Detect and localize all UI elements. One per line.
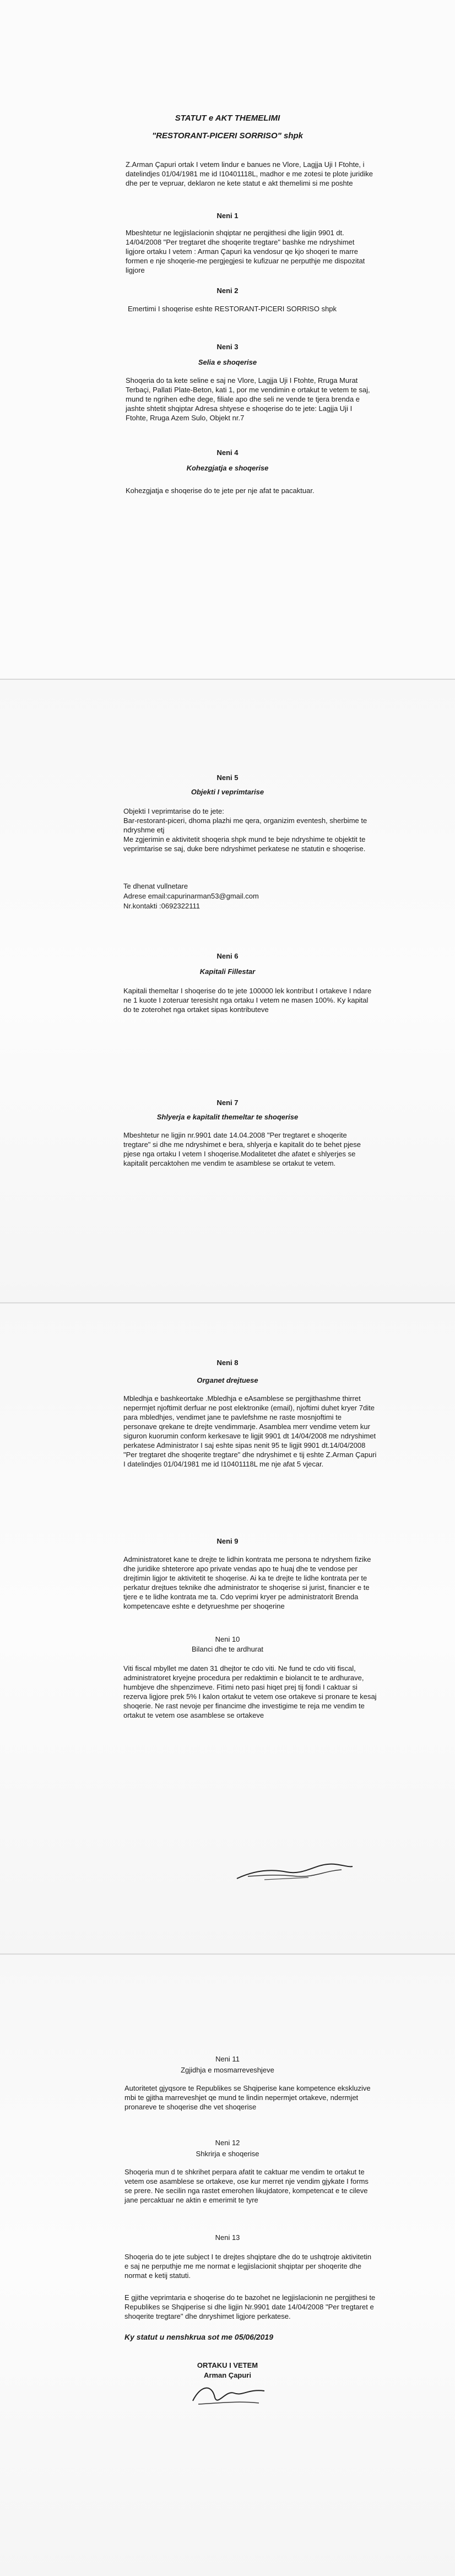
neni-11-text: Autoritetet gjyqsore te Republikes se Shqiperise kane kompetence ekskluzive mbi te gjitha marreveshjet qe mund te lindin nepermjet ortakeve, ndermjet pronareve te shoqerise dhe vet shoqerise	[124, 2084, 371, 2111]
neni-1-text: Mbeshtetur ne legjislacionin shqiptar ne perqjithesi dhe ligjin 9901 dt. 14/04/2008 "Per tregtaret dhe shoqerite tregtare" bashke me ndryshimet ligjore ortaku I vetem : Arman Çapuri ka vendosur qe kjo shoqeri te marre formen e nje shoqerie-me pergjegjesi te kufizuar ne perputhje me dispozitat ligjore	[126, 229, 365, 274]
neni-8-text: Mbledhja e bashkeortake .Mbledhja e eAsamblese se pergjithashme thirret nepermjet njoftimit derfuar ne post elektronike (email), njoftimi duhet kryer 7dite para mbledhjes, vendimet jane te pavlefshme ne raste mosnjoftimi te personave qrekane te drejte vendimmarje. Asamblea merr vendime vetem kur siguron kuorumin conform kerkesave te ligjit 9901 dt 14/04/2008 me ndryshimet perkatese Administrator I saj eshte sipas nenit 95 te ligjit 9901 dt.14/04/2008 "Per tregtaret dhe shoqerite tregtare" dhe ndryshimet e tij eshte Z.Arman Çapuri I datelindjes 01/04/1981 me id I10401118L me nje afat 5 vjecar.	[123, 1394, 377, 1468]
neni-5-heading: Neni 5	[216, 773, 239, 782]
neni-9-heading: Neni 9	[216, 1537, 239, 1545]
signature-title: ORTAKU I VETEM	[197, 2361, 258, 2369]
document-page-2	[0, 680, 455, 1302]
contacts-phone: Nr.kontakti :0692322111	[123, 902, 201, 910]
neni-6-title: Kapitali Fillestar	[199, 967, 256, 976]
neni-1-heading: Neni 1	[216, 212, 239, 220]
neni-8-title: Organet drejtuese	[197, 1376, 258, 1384]
neni-6-text: Kapitali themeltar I shoqerise do te jete 100000 lek kontribut I ortakeve I ndare ne 1 kuote I zoteruar teresisht nga ortaku I vetem ne masen 100%. Ky kapital do te zoterohet nga ortaket sipas kontributeve	[123, 987, 372, 1014]
handwritten-signature	[231, 1854, 358, 1887]
neni-10-heading: Neni 10	[215, 1635, 240, 1643]
neni-12-heading: Neni 12	[215, 2139, 240, 2147]
neni-4-text: Kohezgjatja e shoqerise do te jete per nje afat te pacaktuar.	[126, 486, 315, 495]
neni-4-heading: Neni 4	[216, 448, 239, 457]
neni-2-heading: Neni 2	[216, 286, 239, 295]
neni-5-text: Objekti I veprimtarise do te jete: Bar-restorant-piceri, dhoma plazhi me qera, organizim eventesh, sherbime te ndryshme etj Me zgjerimin e aktivitetit shoqeria shpk mund te beje ndryshime te objektit te veprimtarise se saj, duke bere ndryshimet perkatese ne statutin e shoqerise.	[123, 807, 367, 853]
neni-11-heading: Neni 11	[215, 2055, 240, 2063]
neni-9-text: Administratoret kane te drejte te lidhin kontrata me persona te ndryshem fizike dhe juridike shteterore apo private vendas apo te huaj dhe te vendose per drejtimin ligjor te aktivitetit te shoqerise. Ai ka te drejte te lidhe kontrata per te perkatur drejtues teknike dhe administrator te shoqerise si jurist, financier e te tjere e te lidhe kontrata me ta. Cdo veprimi kryer pe administratorit Brenda kompetencave eshte e detyrueshme per shoqerine	[123, 1555, 371, 1610]
company-subtitle: "RESTORANT-PICERI SORRISO" shpk	[152, 131, 303, 140]
neni-5-title: Objekti I veprimtarise	[191, 788, 264, 796]
statute-title: STATUT e AKT THEMELIMI	[175, 113, 280, 123]
contacts-email: Adrese email:capurinarman53@gmail.com	[123, 892, 259, 900]
neni-7-text: Mbeshtetur ne ligjin nr.9901 date 14.04.2008 "Per tregtaret e shoqerite tregtare" si dhe me ndryshimet e bera, shlyerja e kapitalit do te behet pjese pjese nga ortaku I vetem I shoqerise.Modalitetet dhe afatet e shlyerjes se kapitalit percaktohen me vendim te asamblese se ortakut te vetem.	[123, 1131, 361, 1167]
neni-4-title: Kohezgjatja e shoqerise	[186, 464, 269, 472]
neni-12-title: Shkrirja e shoqerise	[196, 2150, 259, 2158]
neni-3-text: Shoqeria do ta kete seline e saj ne Vlore, Lagjja Uji I Ftohte, Rruga Murat Terbaçi, Pallati Plate-Beton, kati 1, por me vendimin e ortakut te vetem te saj, mund te ngrihen edhe dege, filiale apo dhe seli ne vende te tjera brenda e jashte shtetit shqiptar Adresa shtyese e shoqerise do te jete: Lagjja Uji I Ftohte, Rruga Azem Sulo, Objekt nr.7	[126, 376, 370, 422]
neni-3-title: Selia e shoqerise	[198, 358, 257, 366]
intro-paragraph: Z.Arman Çapuri ortak I vetem lindur e banues ne Vlore, Lagjja Uji I Ftohte, i datelindjes 01/04/1981 me id I10401118L, madhor e me zotesi te plote juridike dhe per te vepruar, deklaron ne kete statut e akt themelimi si me poshte	[126, 160, 373, 187]
document-page-3	[0, 1303, 455, 1953]
neni-10-text: Viti fiscal mbyllet me daten 31 dhejtor te cdo viti. Ne fund te cdo viti fiscal, administratoret kryejne procedura per redaktimin e biolancit te te ardhurave, humbjeve dhe shpenzimeve. Fitimi neto pasi hiqet prej tij fondi I caktuar si rezerva ligjore prek 5% I kalon ortakut te vetem ose ortakeve si pronare te kesaj shoqerie. Ne rast nevoje per financime dhe investigime te reja me vendim te ortakut te vetem ose asamblese se ortakeve	[123, 1664, 377, 1719]
neni-13-heading: Neni 13	[215, 2233, 240, 2242]
neni-7-heading: Neni 7	[216, 1098, 239, 1107]
neni-13-text: Shoqeria do te jete subject I te drejtes shqiptare dhe do te ushqtroje aktivitetin e saj ne perputhje me me normat e legjislacionit shqiptar per shoqerite dhe normat e ketij statuti.	[124, 2253, 372, 2280]
neni-3-heading: Neni 3	[216, 343, 239, 351]
neni-7-title: Shlyerja e kapitalit themeltar te shoqerise	[156, 1113, 299, 1121]
signature-name: Arman Çapuri	[204, 2371, 251, 2379]
closing-text: E gjithe veprimtaria e shoqerise do te bazohet ne legjislacionin ne pergjithesi te Republikes se Shqiperise si dhe ligjin Nr.9901 date 14/04/2008 "Per tregtaret e shoqerite tregtare" dhe dnryshimet ligjore perkatese.	[124, 2293, 376, 2320]
neni-6-heading: Neni 6	[216, 952, 239, 960]
document-page-4	[0, 1955, 455, 2576]
handwritten-signature	[187, 2379, 270, 2412]
neni-8-heading: Neni 8	[216, 1359, 239, 1367]
neni-12-text: Shoqeria mun d te shkrihet perpara afatit te caktuar me vendim te ortakut te vetem ose asamblese se ortakeve, ose kur merret nje vendim gjykate I forms se prere. Ne secilin nga rastet emerohen likujdatore, kompetencat e te cileve jane percaktuar ne aktin e emerimit te tyre	[124, 2168, 369, 2204]
contacts-heading: Te dhenat vullnetare	[123, 882, 188, 890]
neni-2-text: Emertimi I shoqerise eshte RESTORANT-PICERI SORRISO shpk	[128, 305, 337, 313]
signing-date: Ky statut u nenshkrua sot me 05/06/2019	[124, 2333, 273, 2341]
document-page-1	[0, 0, 455, 679]
neni-11-title: Zgjidhja e mosmarreveshjeve	[181, 2066, 274, 2074]
neni-10-title: Bilanci dhe te ardhurat	[191, 1645, 264, 1653]
